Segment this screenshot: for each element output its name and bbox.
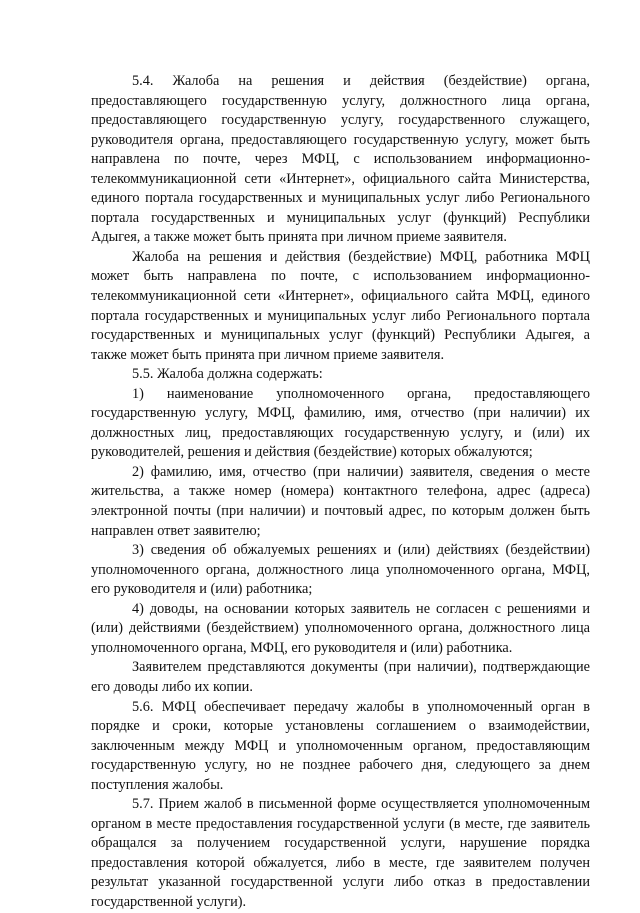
document-body [91, 72, 590, 913]
list-item-2: 2) фамилию, имя, отчество (при наличии) заявителя, сведения о месте жительства, а также номер (номера) контактного телефона, адрес (адреса) электронной почты (при наличии) и почтовый адрес, по которым должен быть направлен ответ заявителю; [91, 463, 590, 539]
paragraph-mfc-complaint: Жалоба на решения и действия (бездействие) МФЦ, работника МФЦ может быть направлена по почте, с использованием информационно-телекоммуникационной сети «Интернет», официального сайта МФЦ, единого портала государственных и муниципальных услуг либо Регионального портала государственных и муниципальных услуг (функций) Республики Адыгея, а также может быть принята при личном приеме заявителя. [91, 248, 590, 363]
list-item-4: 4) доводы, на основании которых заявитель не согласен с решениями и (или) действиями (бездействием) уполномоченного органа, должностного лица уполномоченного органа, МФЦ, его руководителя и (или) работника. [91, 600, 590, 656]
paragraph-5-4: 5.4. Жалоба на решения и действия (бездействие) органа, предоставляющего государственную услугу, должностного лица органа, предоставляющего государственную услугу, государственного служащего, руководителя органа, предоставляющего государственную услугу, может быть направлена по почте, через МФЦ, с использованием информационно-телекоммуникационной сети «Интернет», официального сайта Министерства, единого портала государственных и муниципальных услуг либо Регионального портала государственных и муниципальных услуг (функций) Республики Адыгея, а также может быть принята при личном приеме заявителя. [91, 73, 590, 246]
paragraph-5-6: 5.6. МФЦ обеспечивает передачу жалобы в уполномоченный орган в порядке и сроки, которые установлены соглашением о взаимодействии, заключенным между МФЦ и уполномоченным органом, предоставляющим государственную услугу, но не позднее рабочего дня, следующего за днем поступления жалобы. [91, 698, 590, 793]
list-item-1: 1) наименование уполномоченного органа, предоставляющего государственную услугу, МФЦ, фамилию, имя, отчество (при наличии) их должностных лиц, предоставляющих государственную услугу, и (или) их руководителей, решения и действия (бездействие) которых обжалуются; [91, 385, 590, 461]
paragraph-5-5: 5.5. Жалоба должна содержать: [132, 366, 323, 383]
paragraph-documents: Заявителем представляются документы (при наличии), подтверждающие его доводы либо их копии. [91, 659, 590, 695]
list-item-3: 3) сведения об обжалуемых решениях и (или) действиях (бездействии) уполномоченного органа, должностного лица уполномоченного органа, МФЦ, его руководителя и (или) работника; [91, 542, 590, 598]
paragraph-5-7: 5.7. Прием жалоб в письменной форме осуществляется уполномоченным органом в месте предоставления государственной услуги (в месте, где заявитель обращался за получением государственной услуги, нарушение порядка предоставления которой обжалуется, либо в месте, где заявителем получен результат указанной государственной услуги либо отказ в предоставлении государственной услуги). [91, 796, 590, 910]
